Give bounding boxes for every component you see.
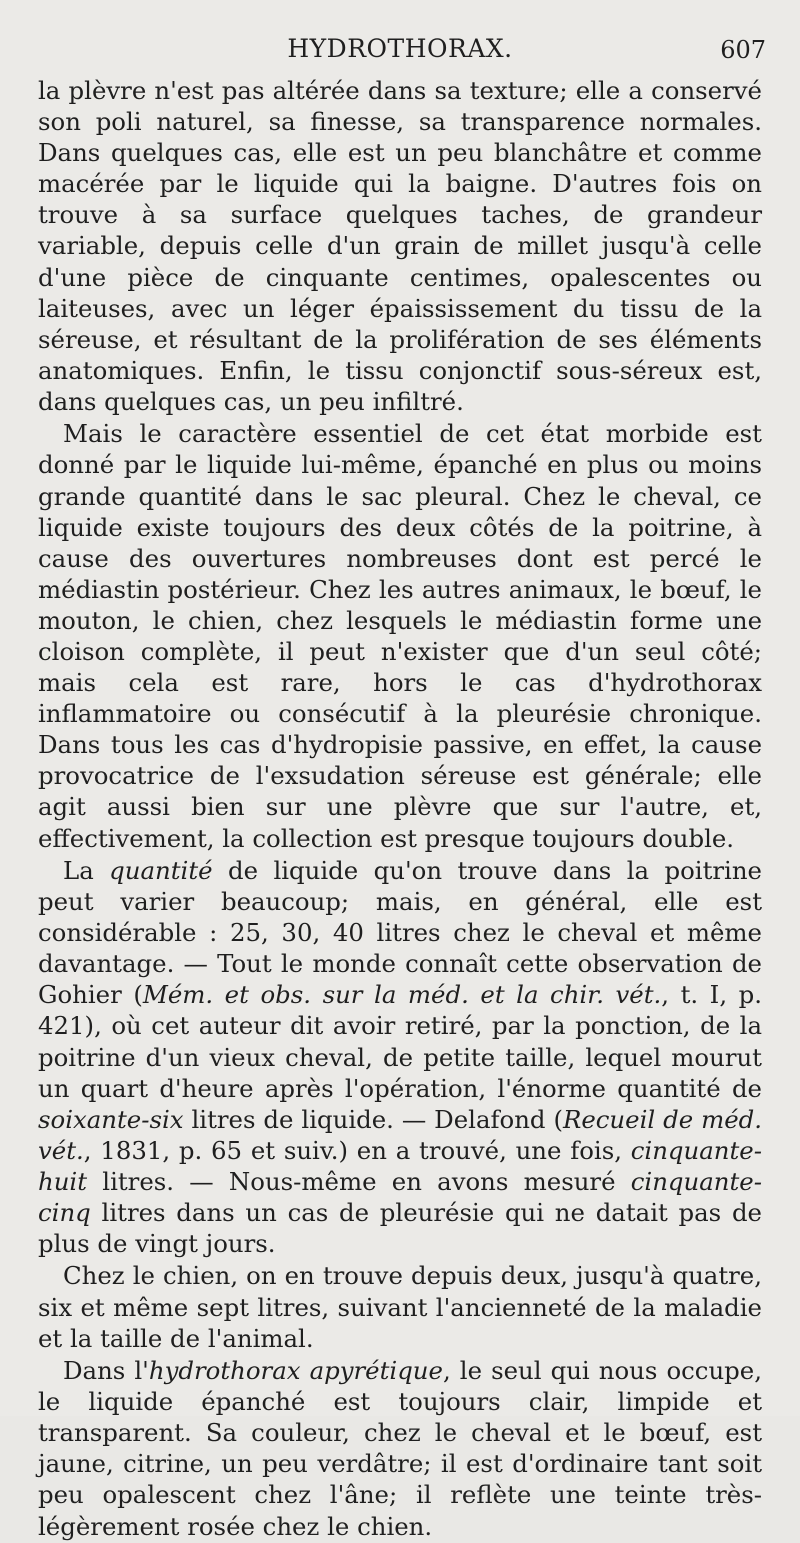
paragraph-liquid-character xyxy=(38,418,762,853)
emphasis: quantité xyxy=(109,855,213,885)
text-run: La xyxy=(63,855,110,885)
text-run: , 1831, p. 65 et suiv.) en a trouvé, une fois, xyxy=(83,1135,631,1165)
text-run: litres dans un cas de pleurésie qui ne datait pas de plus de vingt jours. xyxy=(38,1197,762,1259)
text-run: Mais le caractère essentiel de cet état morbide est donné par le liquide lui-même, épanché en plus ou moins grande quantité dans le sac pleural. Chez le cheval, ce liquide existe toujours des deux côtés de la poitrine, à cause des ouvertures nombreuses dont est percé le médiastin postérieur. Chez les autres animaux, le bœuf, le mouton, le chien, chez lesquels le médiastin forme une cloison complète, il peut n'exister que d'un seul côté; mais cela est rare, hors le cas d'hydrothorax inflammatoire ou consécutif à la pleurésie chronique. Dans tous les cas d'hydropisie passive, en effet, la cause provocatrice de l'exsudation séreuse est générale; elle agit aussi bien sur une plèvre que sur l'autre, et, effectivement, la collection est presque toujours double. xyxy=(38,419,762,853)
emphasis: soixante-six xyxy=(38,1104,184,1134)
body-text xyxy=(38,75,762,1543)
text-run: litres. — Nous-même en avons mesuré xyxy=(87,1166,631,1196)
text-run: , t. I, p. 421), où cet auteur dit avoir retiré, par la ponction, de la poitrine d'un vieux cheval, de petite taille, lequel mourut un quart d'heure après l'opération, l'énorme quantité de xyxy=(38,980,762,1103)
running-title: HYDROTHORAX. xyxy=(287,34,513,63)
paragraph-liquid-quantity xyxy=(38,855,762,1259)
text-run: de liquide qu'on trouve dans la poitrine peut varier beaucoup; mais, en général, elle est considérable : 25, 30, 40 litres chez le cheval et même davantage. — Tout le monde connaît cette observation de Gohier ( xyxy=(38,855,762,1010)
text-run: Dans l' xyxy=(63,1356,149,1386)
running-header xyxy=(0,28,800,68)
page-number: 607 xyxy=(720,36,766,64)
emphasis: cinquante-cinq xyxy=(38,1166,762,1227)
citation-title: Recueil de méd. vét. xyxy=(38,1104,762,1165)
emphasis: cinquante-huit xyxy=(38,1135,762,1196)
paragraph-dog-quantity xyxy=(38,1260,762,1353)
citation-title: Mém. et obs. sur la méd. et la chir. vét. xyxy=(142,980,662,1010)
emphasis: hydrothorax apyrétique xyxy=(148,1356,443,1386)
paragraph-liquid-appearance xyxy=(38,1355,762,1542)
paragraph-pleura-description xyxy=(38,75,762,417)
text-run: , le seul qui nous occupe, le liquide épanché est toujours clair, limpide et transparent. Sa couleur, chez le cheval et le bœuf, est jaune, citrine, un peu verdâtre; il est d'ordinaire tant soit peu opalescent chez l'âne; il reflète une teinte très-légèrement rosée chez le chien. xyxy=(38,1356,762,1541)
text-run: Chez le chien, on en trouve depuis deux, jusqu'à quatre, six et même sept litres, suivant l'ancienneté de la maladie et la taille de l'animal. xyxy=(38,1261,762,1353)
text-run: la plèvre n'est pas altérée dans sa texture; elle a conservé son poli naturel, sa finesse, sa transparence normales. Dans quelques cas, elle est un peu blanchâtre et comme macérée par le liquide qui la baigne. D'autres fois on trouve à sa surface quelques taches, de grandeur variable, depuis celle d'un grain de millet jusqu'à celle d'une pièce de cinquante centimes, opalescentes ou laiteuses, avec un léger épaississement du tissu de la séreuse, et résultant de la prolifération de ses éléments anatomiques. Enfin, le tissu conjonctif sous-séreux est, dans quelques cas, un peu infiltré. xyxy=(38,76,762,416)
text-run: litres de liquide. — Delafond ( xyxy=(183,1104,563,1134)
